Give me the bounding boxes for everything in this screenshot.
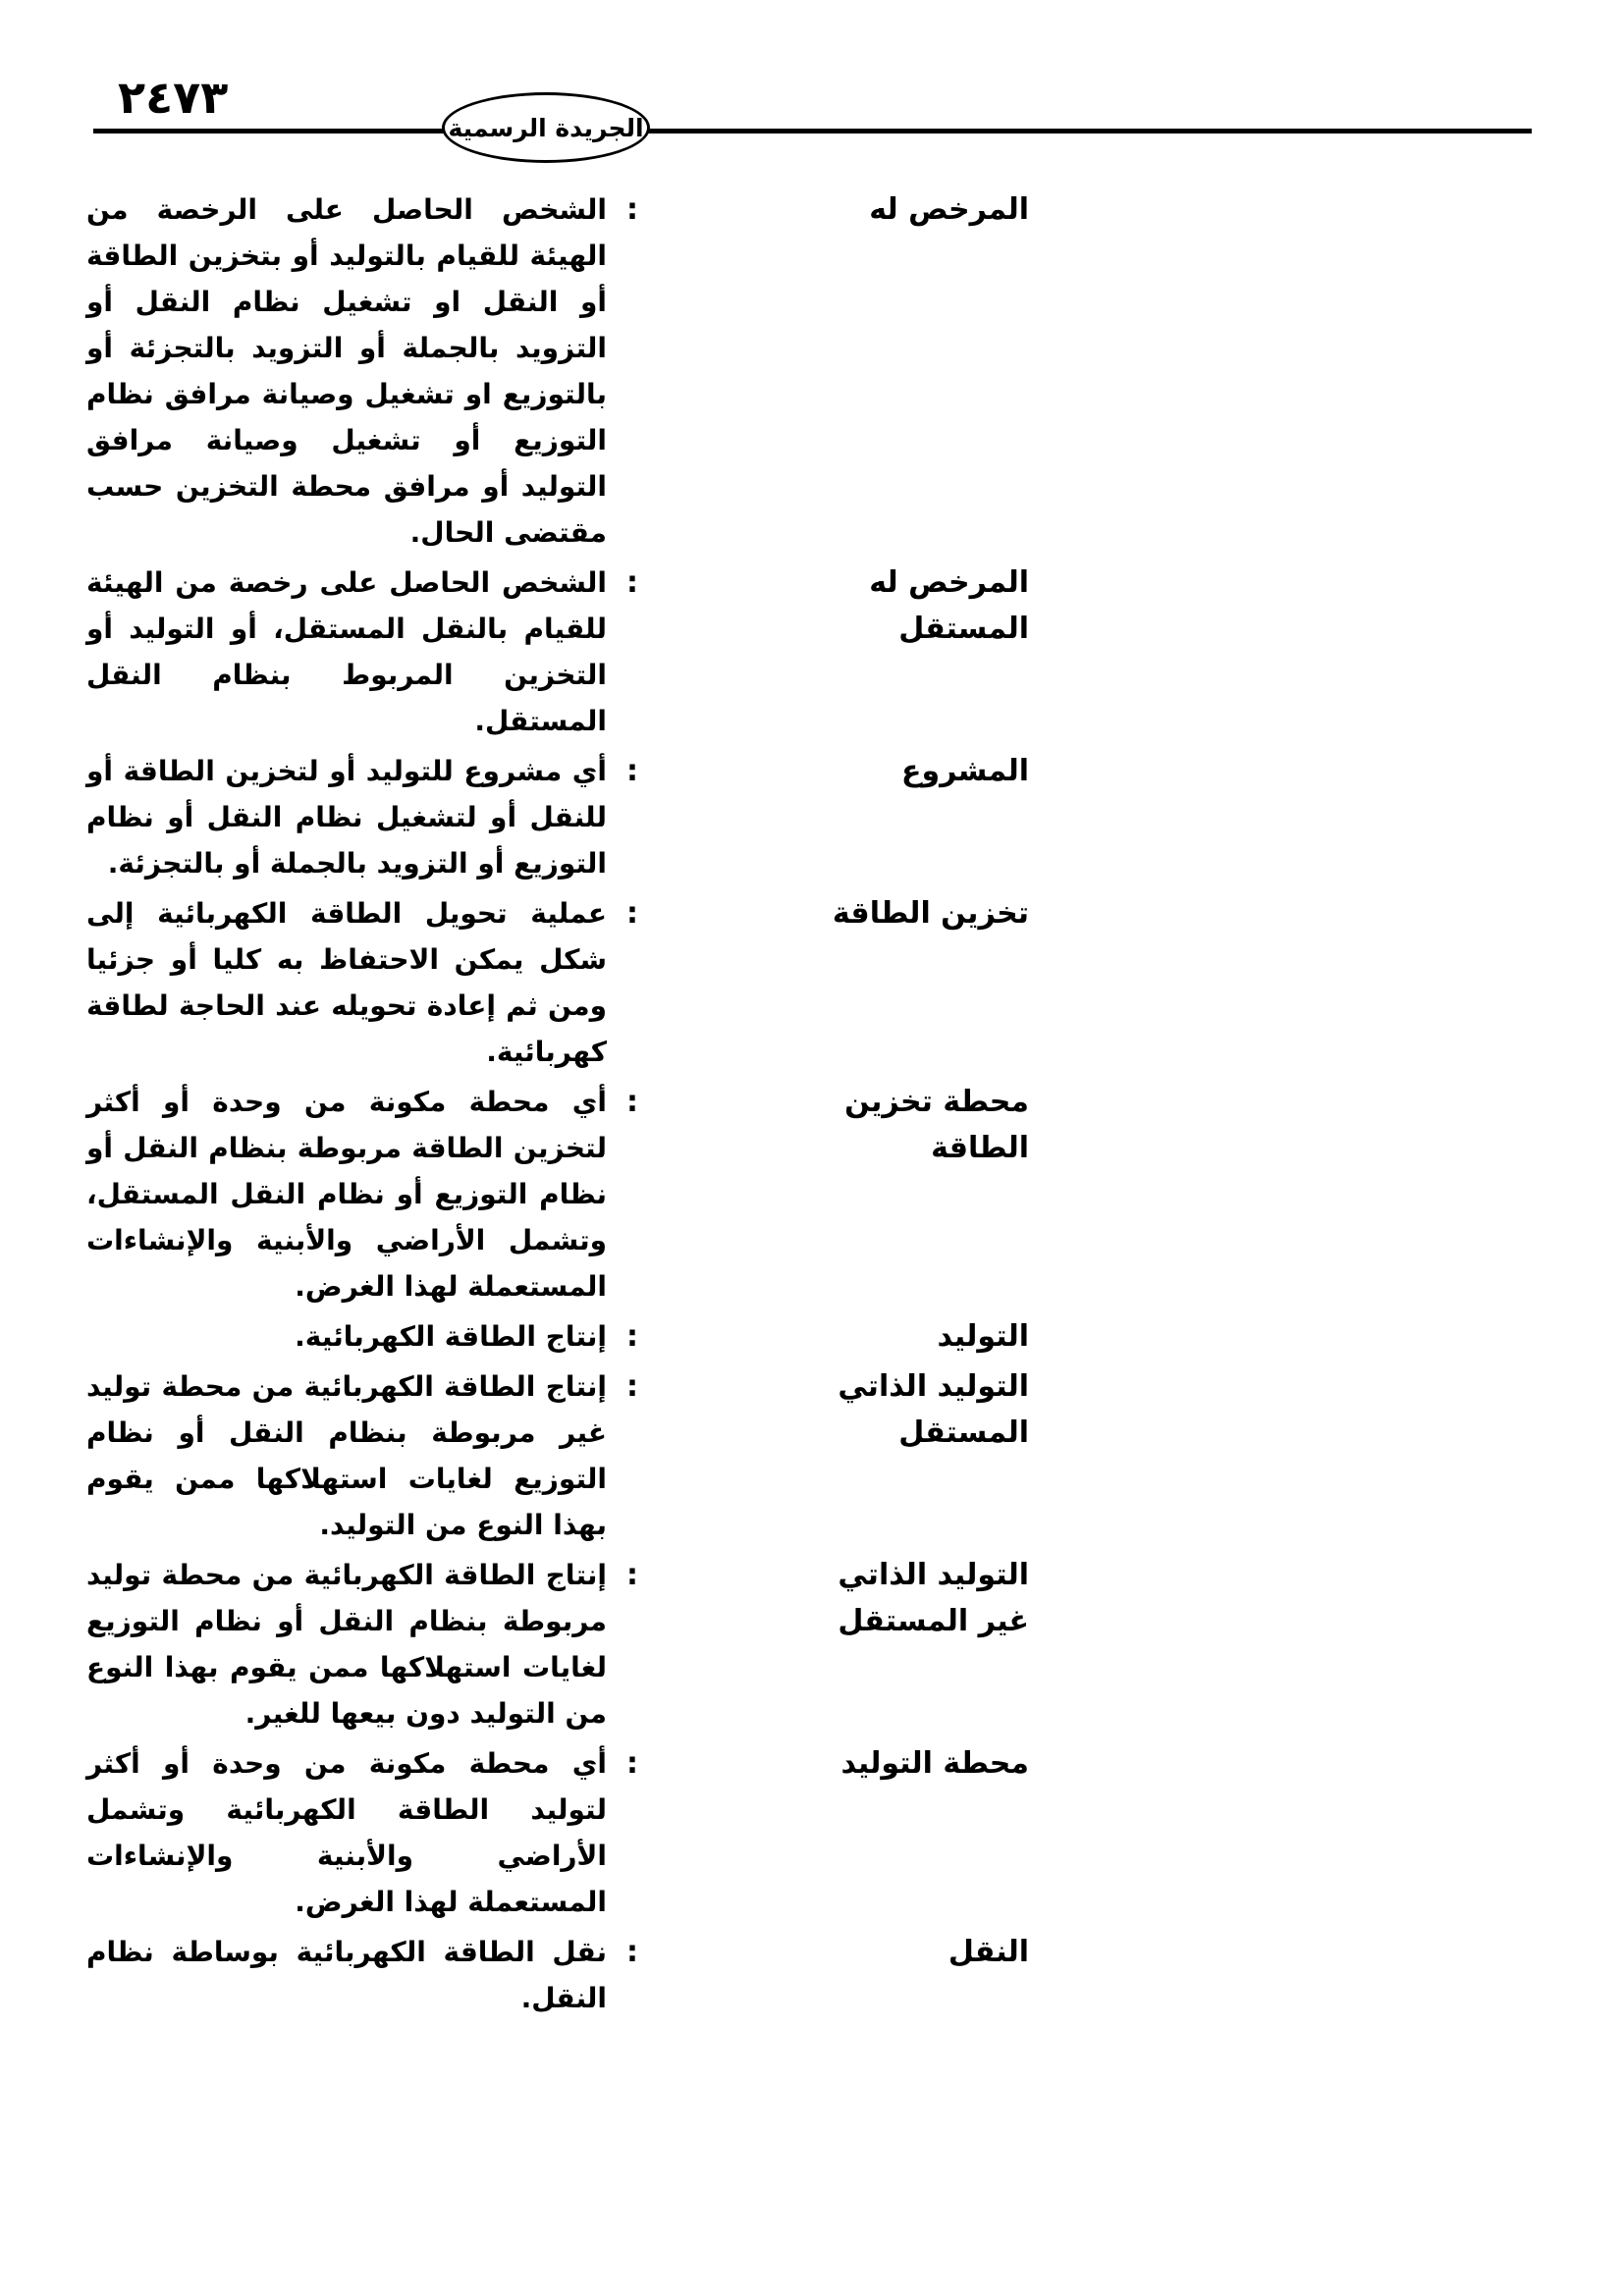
definition-text: نقل الطاقة الكهربائية بوساطة نظام النقل. — [86, 1936, 607, 2014]
definition-text: عملية تحويل الطاقة الكهربائية إلى شكل يمكن الاحتفاظ به كليا أو جزئيا ومن ثم إعادة تحويله عند الحاجة لطاقة كهربائية. — [86, 897, 607, 1068]
definition-row — [86, 187, 1029, 556]
definition-colon: : — [626, 1319, 638, 1354]
definition-colon: : — [626, 565, 638, 600]
definition-row — [86, 1740, 1029, 1925]
definition-row — [86, 1552, 1029, 1736]
definition-colon: : — [626, 896, 638, 931]
definition-colon: : — [626, 192, 638, 227]
definitions-list — [86, 187, 1029, 2025]
definition-colon: : — [626, 1935, 638, 1969]
definition-colon: : — [626, 1085, 638, 1119]
definition-text: الشخص الحاصل على الرخصة من الهيئة للقيام بالتوليد أو بتخزين الطاقة أو النقل او تشغيل نظام النقل أو التزويد بالجملة أو التزويد بالتجزئة أو بالتوزيع او تشغيل وصيانة مرافق نظام التوزيع أو تشغيل وصيانة مرافق التوليد أو مرافق محطة التخزين حسب مقتضى الحال. — [86, 193, 607, 549]
definition-term: محطة تخزين الطاقة — [844, 1085, 1029, 1165]
definition-text: إنتاج الطاقة الكهربائية. — [295, 1320, 607, 1353]
definition-term: تخزين الطاقة — [832, 896, 1029, 931]
definition-text: الشخص الحاصل على رخصة من الهيئة للقيام بالنقل المستقل، أو التوليد أو التخزين المربوط بنظام النقل المستقل. — [86, 566, 607, 737]
gazette-banner-title: الجريدة الرسمية — [448, 113, 644, 142]
definition-text: أي محطة مكونة من وحدة أو أكثر لتخزين الطاقة مربوطة بنظام النقل أو نظام التوزيع أو نظام النقل المستقل، وتشمل الأراضي والأبنية والإنشاءات المستعملة لهذا الغرض. — [86, 1086, 607, 1303]
definition-row — [86, 748, 1029, 886]
definition-colon: : — [626, 1558, 638, 1592]
definition-row — [86, 560, 1029, 744]
definition-text: إنتاج الطاقة الكهربائية من محطة توليد مربوطة بنظام النقل أو نظام التوزيع لغايات استهلاكها ممن يقوم بهذا النوع من التوليد دون بيعها للغير. — [86, 1559, 607, 1730]
definition-term: التوليد الذاتي المستقل — [838, 1369, 1029, 1450]
definition-row — [86, 1929, 1029, 2021]
definition-term: محطة التوليد — [840, 1746, 1029, 1781]
definition-colon: : — [626, 1369, 638, 1404]
definition-term: النقل — [947, 1935, 1029, 1969]
definition-row — [86, 890, 1029, 1075]
definition-row — [86, 1313, 1029, 1360]
definition-row — [86, 1363, 1029, 1548]
definition-term: المرخص له المستقل — [869, 565, 1029, 646]
definition-term: المشروع — [901, 754, 1029, 788]
definition-term: التوليد — [937, 1319, 1029, 1354]
definition-row — [86, 1079, 1029, 1309]
definition-colon: : — [626, 754, 638, 788]
definition-text: أي محطة مكونة من وحدة أو أكثر لتوليد الطاقة الكهربائية وتشمل الأراضي والأبنية والإنشاءات المستعملة لهذا الغرض. — [86, 1747, 607, 1918]
definition-colon: : — [626, 1746, 638, 1781]
gazette-banner — [442, 92, 650, 163]
definition-text: إنتاج الطاقة الكهربائية من محطة توليد غير مربوطة بنظام النقل أو نظام التوزيع لغايات استهلاكها ممن يقوم بهذا النوع من التوليد. — [86, 1370, 607, 1541]
definition-text: أي مشروع للتوليد أو لتخزين الطاقة أو للنقل أو لتشغيل نظام النقل أو نظام التوزيع أو التزويد بالجملة أو بالتجزئة. — [86, 755, 607, 880]
definition-term: التوليد الذاتي غير المستقل — [838, 1558, 1029, 1638]
header-rule — [93, 129, 1532, 133]
definition-term: المرخص له — [869, 192, 1029, 227]
page-number: ٢٤٧٣ — [118, 71, 229, 124]
